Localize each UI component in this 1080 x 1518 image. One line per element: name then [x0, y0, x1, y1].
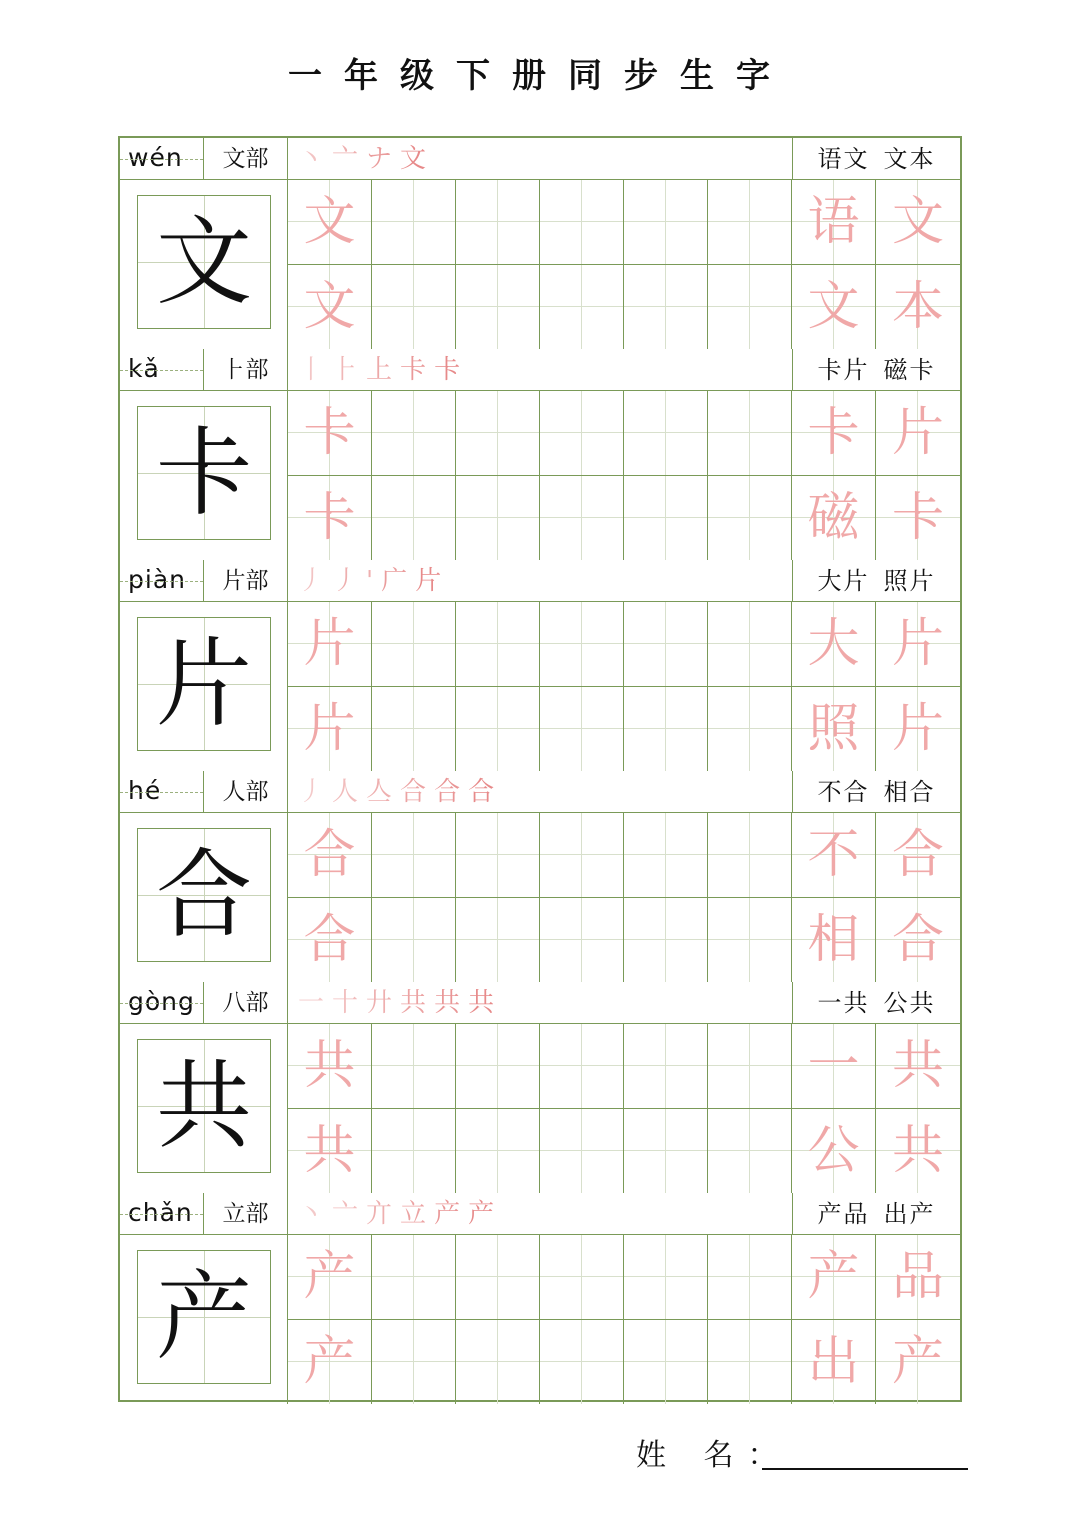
model-character-box: [120, 813, 288, 982]
stroke-order: [298, 982, 502, 1024]
word-trace-cell[interactable]: 出: [792, 1320, 876, 1404]
blank-practice-cell[interactable]: [540, 391, 624, 475]
grid-row: [288, 602, 960, 687]
stroke-step: 一: [298, 988, 333, 1018]
example-word: 磁卡: [883, 356, 936, 384]
blank-practice-cell[interactable]: [708, 898, 792, 982]
blank-practice-cell[interactable]: [372, 687, 456, 771]
trace-character-cell[interactable]: 共: [288, 1109, 372, 1193]
blank-practice-cell[interactable]: [456, 1235, 540, 1319]
writing-grid: [288, 391, 960, 560]
blank-practice-cell[interactable]: [624, 1024, 708, 1108]
example-words: [792, 1193, 960, 1235]
blank-practice-cell[interactable]: [624, 1109, 708, 1193]
trace-character-cell[interactable]: 卡: [288, 476, 372, 560]
blank-practice-cell[interactable]: [624, 1235, 708, 1319]
word-trace-cell[interactable]: 本: [876, 265, 960, 349]
example-words: [792, 560, 960, 602]
radical-label: 片部: [204, 560, 288, 602]
stroke-step: 丿': [332, 566, 382, 596]
stroke-step: ナ: [366, 144, 401, 174]
stroke-step: 产: [468, 1199, 503, 1229]
trace-character-cell[interactable]: 卡: [288, 391, 372, 475]
blank-practice-cell[interactable]: [456, 687, 540, 771]
blank-practice-cell[interactable]: [456, 898, 540, 982]
blank-practice-cell[interactable]: [540, 1235, 624, 1319]
blank-practice-cell[interactable]: [456, 265, 540, 349]
word-trace-cell[interactable]: 片: [876, 391, 960, 475]
stroke-step: 共: [434, 988, 469, 1018]
stroke-step: 合: [400, 777, 435, 807]
example-words: [792, 771, 960, 813]
character-header: [120, 560, 960, 602]
stroke-step: 共: [400, 988, 435, 1018]
blank-practice-cell[interactable]: [540, 1109, 624, 1193]
word-trace-cell[interactable]: 公: [792, 1109, 876, 1193]
blank-practice-cell[interactable]: [456, 476, 540, 560]
blank-practice-cell[interactable]: [540, 602, 624, 686]
example-word: 出产: [883, 1200, 936, 1228]
blank-practice-cell[interactable]: [456, 391, 540, 475]
blank-practice-cell[interactable]: [456, 1024, 540, 1108]
model-character-box: [120, 1235, 288, 1404]
stroke-step: 上: [366, 355, 401, 385]
blank-practice-cell[interactable]: [624, 180, 708, 264]
blank-practice-cell[interactable]: [456, 180, 540, 264]
character-header: [120, 982, 960, 1024]
blank-practice-cell[interactable]: [708, 1109, 792, 1193]
trace-character-cell[interactable]: 合: [288, 898, 372, 982]
character-block: [120, 560, 960, 771]
trace-character-cell[interactable]: 产: [288, 1235, 372, 1319]
example-word: 文本: [883, 145, 936, 173]
trace-character-cell[interactable]: 合: [288, 813, 372, 897]
blank-practice-cell[interactable]: [372, 898, 456, 982]
word-trace-cell[interactable]: 磁: [792, 476, 876, 560]
word-trace-cell[interactable]: 语: [792, 180, 876, 264]
page-title: 一年级下册同步生字: [288, 56, 792, 96]
stroke-step: 片: [415, 566, 450, 596]
model-character: 共: [137, 1039, 271, 1173]
blank-practice-cell[interactable]: [624, 265, 708, 349]
word-trace-cell[interactable]: 一: [792, 1024, 876, 1108]
model-character-box: [120, 391, 288, 560]
grid-row: [288, 180, 960, 265]
character-block: [120, 771, 960, 982]
example-word: 相合: [883, 778, 936, 806]
blank-practice-cell[interactable]: [708, 180, 792, 264]
blank-practice-cell[interactable]: [540, 1024, 624, 1108]
radical-label: 文部: [204, 138, 288, 180]
word-trace-cell[interactable]: 共: [876, 1024, 960, 1108]
word-trace-cell[interactable]: 片: [876, 687, 960, 771]
word-trace-cell[interactable]: 卡: [876, 476, 960, 560]
blank-practice-cell[interactable]: [624, 687, 708, 771]
blank-practice-cell[interactable]: [708, 813, 792, 897]
character-block: [120, 982, 960, 1193]
character-header: [120, 138, 960, 180]
blank-practice-cell[interactable]: [372, 1235, 456, 1319]
grid-row: [288, 476, 960, 560]
grid-row: [288, 687, 960, 771]
blank-practice-cell[interactable]: [456, 1109, 540, 1193]
stroke-step: 丶: [298, 144, 333, 174]
character-header: [120, 349, 960, 391]
name-blank-line[interactable]: [762, 1468, 968, 1470]
radical-label: ⺊部: [204, 349, 288, 391]
word-trace-cell[interactable]: 产: [876, 1320, 960, 1404]
stroke-step: 廾: [366, 988, 401, 1018]
word-trace-cell[interactable]: 品: [876, 1235, 960, 1319]
blank-practice-cell[interactable]: [708, 476, 792, 560]
writing-grid: [288, 1235, 960, 1404]
stroke-step: 卡: [434, 355, 469, 385]
name-label: 姓 名：: [636, 1438, 792, 1473]
model-character: 卡: [137, 406, 271, 540]
character-block: [120, 1193, 960, 1404]
blank-practice-cell[interactable]: [372, 180, 456, 264]
blank-practice-cell[interactable]: [372, 391, 456, 475]
stroke-step: 丿: [298, 777, 333, 807]
blank-practice-cell[interactable]: [708, 1235, 792, 1319]
trace-character-cell[interactable]: 共: [288, 1024, 372, 1108]
word-trace-cell[interactable]: 共: [876, 1109, 960, 1193]
example-word: 一共: [817, 989, 870, 1017]
writing-grid: [288, 602, 960, 771]
stroke-step: 亠: [332, 144, 367, 174]
grid-row: [288, 391, 960, 476]
stroke-step: 合: [468, 777, 503, 807]
stroke-order: [298, 349, 468, 391]
word-trace-cell[interactable]: 大: [792, 602, 876, 686]
example-words: [792, 349, 960, 391]
word-trace-cell[interactable]: 合: [876, 898, 960, 982]
example-word: 大片: [817, 567, 870, 595]
writing-grid: [288, 180, 960, 349]
blank-practice-cell[interactable]: [624, 898, 708, 982]
model-character: 产: [137, 1250, 271, 1384]
example-words: [792, 982, 960, 1024]
word-trace-cell[interactable]: 卡: [792, 391, 876, 475]
blank-practice-cell[interactable]: [540, 180, 624, 264]
stroke-step: 亠: [332, 1199, 367, 1229]
model-character-box: [120, 602, 288, 771]
character-block: [120, 138, 960, 349]
example-word: 语文: [817, 145, 870, 173]
blank-practice-cell[interactable]: [708, 1320, 792, 1404]
stroke-step: 产: [434, 1199, 469, 1229]
pinyin-label: piàn: [120, 560, 204, 602]
word-trace-cell[interactable]: 照: [792, 687, 876, 771]
blank-practice-cell[interactable]: [456, 813, 540, 897]
word-trace-cell[interactable]: 不: [792, 813, 876, 897]
blank-practice-cell[interactable]: [708, 391, 792, 475]
practice-sheet: [118, 136, 962, 1402]
blank-practice-cell[interactable]: [540, 898, 624, 982]
blank-practice-cell[interactable]: [372, 602, 456, 686]
trace-character-cell[interactable]: 文: [288, 180, 372, 264]
word-trace-cell[interactable]: 片: [876, 602, 960, 686]
blank-practice-cell[interactable]: [372, 1320, 456, 1404]
example-words: [792, 138, 960, 180]
radical-label: 立部: [204, 1193, 288, 1235]
blank-practice-cell[interactable]: [540, 476, 624, 560]
stroke-order: [298, 560, 449, 602]
blank-practice-cell[interactable]: [372, 1024, 456, 1108]
stroke-order: [298, 138, 434, 180]
stroke-step: 丶: [298, 1199, 333, 1229]
stroke-step: 卡: [400, 355, 435, 385]
radical-label: 八部: [204, 982, 288, 1024]
stroke-step: 亼: [366, 777, 401, 807]
character-header: [120, 1193, 960, 1235]
stroke-step: 共: [468, 988, 503, 1018]
blank-practice-cell[interactable]: [624, 476, 708, 560]
trace-character-cell[interactable]: 片: [288, 687, 372, 771]
blank-practice-cell[interactable]: [372, 265, 456, 349]
example-word: 产品: [817, 1200, 870, 1228]
word-trace-cell[interactable]: 相: [792, 898, 876, 982]
blank-practice-cell[interactable]: [540, 1320, 624, 1404]
model-character: 文: [137, 195, 271, 329]
example-word: 卡片: [817, 356, 870, 384]
blank-practice-cell[interactable]: [372, 476, 456, 560]
blank-practice-cell[interactable]: [708, 265, 792, 349]
pinyin-label: gòng: [120, 982, 204, 1024]
grid-row: [288, 1109, 960, 1193]
blank-practice-cell[interactable]: [708, 687, 792, 771]
blank-practice-cell[interactable]: [372, 1109, 456, 1193]
blank-practice-cell[interactable]: [372, 813, 456, 897]
stroke-step: ⺊: [332, 355, 367, 385]
radical-label: 人部: [204, 771, 288, 813]
pinyin-label: chǎn: [120, 1193, 204, 1235]
word-trace-cell[interactable]: 合: [876, 813, 960, 897]
blank-practice-cell[interactable]: [624, 813, 708, 897]
writing-grid: [288, 1024, 960, 1193]
example-word: 照片: [883, 567, 936, 595]
blank-practice-cell[interactable]: [456, 602, 540, 686]
stroke-step: 立: [400, 1199, 435, 1229]
stroke-step: 十: [332, 988, 367, 1018]
blank-practice-cell[interactable]: [540, 265, 624, 349]
writing-grid: [288, 813, 960, 982]
trace-character-cell[interactable]: 产: [288, 1320, 372, 1404]
word-trace-cell[interactable]: 文: [876, 180, 960, 264]
stroke-step: 文: [400, 144, 435, 174]
grid-row: [288, 1024, 960, 1109]
grid-row: [288, 1320, 960, 1404]
pinyin-label: hé: [120, 771, 204, 813]
blank-practice-cell[interactable]: [456, 1320, 540, 1404]
word-trace-cell[interactable]: 产: [792, 1235, 876, 1319]
character-block: [120, 349, 960, 560]
blank-practice-cell[interactable]: [624, 602, 708, 686]
blank-practice-cell[interactable]: [708, 1024, 792, 1108]
grid-row: [288, 898, 960, 982]
blank-practice-cell[interactable]: [708, 602, 792, 686]
model-character-box: [120, 1024, 288, 1193]
example-word: 不合: [817, 778, 870, 806]
stroke-step: 广: [381, 566, 416, 596]
word-trace-cell[interactable]: 文: [792, 265, 876, 349]
blank-practice-cell[interactable]: [540, 813, 624, 897]
pinyin-label: kǎ: [120, 349, 204, 391]
stroke-order: [298, 1193, 502, 1235]
trace-character-cell[interactable]: 文: [288, 265, 372, 349]
grid-row: [288, 1235, 960, 1320]
blank-practice-cell[interactable]: [624, 1320, 708, 1404]
blank-practice-cell[interactable]: [624, 391, 708, 475]
grid-row: [288, 813, 960, 898]
stroke-step: 丨: [298, 355, 333, 385]
stroke-order: [298, 771, 502, 813]
pinyin-label: wén: [120, 138, 204, 180]
model-character: 合: [137, 828, 271, 962]
stroke-step: 合: [434, 777, 469, 807]
model-character-box: [120, 180, 288, 349]
stroke-step: 人: [332, 777, 367, 807]
grid-row: [288, 265, 960, 349]
stroke-step: 亣: [366, 1199, 401, 1229]
model-character: 片: [137, 617, 271, 751]
example-word: 公共: [883, 989, 936, 1017]
character-header: [120, 771, 960, 813]
trace-character-cell[interactable]: 片: [288, 602, 372, 686]
blank-practice-cell[interactable]: [540, 687, 624, 771]
stroke-step: 丿: [298, 566, 333, 596]
